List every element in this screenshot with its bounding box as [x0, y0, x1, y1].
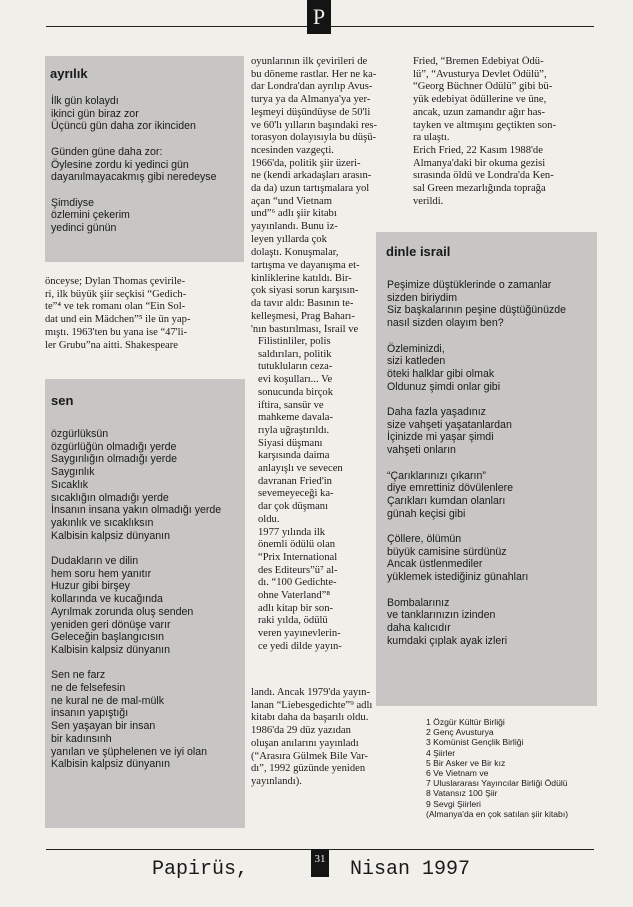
text-line: rıyla uğraştırıldı.: [258, 424, 330, 436]
text-line: Fried, “Bremen Edebiyat Ödü-: [413, 56, 544, 67]
text-line: “Prix International: [258, 551, 338, 563]
poem-line: sıcaklığın olmadığı yerde: [51, 491, 169, 504]
poem-line: özgürlüksün: [51, 428, 109, 440]
poem-line: Öylesine zordu ki yedinci gün: [51, 158, 189, 171]
footnote-item: 1 Özgür Kültür Birliği: [426, 717, 505, 727]
poem-line: Kalbisin kalpsiz dünyanın: [51, 529, 170, 542]
text-line: dı. “100 Gedichte-: [258, 577, 337, 589]
text-line: des Editeurs”ü⁷ al-: [258, 564, 338, 576]
text-line: verildi.: [413, 195, 444, 207]
poem-line: sizi katleden: [387, 355, 446, 368]
text-line: sırasında öldü ve Londra'da Ken-: [413, 170, 554, 182]
poem-line: günah keçisi gibi: [387, 507, 466, 520]
text-line: kitabı daha da başarılı oldu.: [251, 712, 369, 724]
text-line: tayken ve altmışını geçtikten son-: [413, 119, 556, 131]
poem-line: İçinizde mi yaşar şimdi: [387, 431, 494, 444]
poem-line: [51, 184, 216, 197]
text-line: ncesinden vazgeçti.: [251, 144, 334, 156]
poem-lines-sen: [51, 428, 221, 771]
text-line: ri, ilk büyük şiir seçkisi “Gedich-: [45, 288, 187, 300]
poem-line: nasıl sizden olayım ben?: [387, 317, 504, 330]
poem-line: yakınlık ve sıcaklıksın: [51, 516, 154, 529]
column-2-text-middle: [251, 260, 362, 336]
text-line: dat und ein Mädchen”⁵ ile ün yap-: [45, 314, 191, 326]
poem-line: [51, 657, 221, 670]
text-line: yayınlandı).: [251, 775, 302, 787]
text-line: ve 60'lı yılların başındaki res-: [251, 119, 378, 131]
text-line: adlı kitap bir son-: [258, 602, 334, 614]
text-line: dı”, 1992 güzünde yeniden: [251, 763, 366, 775]
text-line: 'nın bastırılması, İsrail ve: [251, 323, 359, 335]
poem-line: kollarında ve kucağında: [51, 593, 163, 606]
poem-line: Şimdiyse: [51, 196, 94, 209]
text-line: mahkeme davala-: [258, 412, 333, 424]
poem-line: [387, 393, 566, 406]
text-line: ne (kendi arkadaşları arasın-: [251, 170, 372, 182]
text-line: landı. Ancak 1979'da yayın-: [251, 687, 370, 698]
text-line: ohne Vaterland”⁸: [258, 590, 331, 602]
text-line: iftira, sansür ve: [258, 399, 324, 411]
text-line: Erich Fried, 22 Kasım 1988'de: [413, 144, 543, 156]
text-line: dolaştı. Konuşmalar,: [251, 246, 339, 258]
poem-line: ne kural ne de mal-mülk: [51, 694, 165, 707]
text-line: oluşan anılarını yayınladı: [251, 737, 359, 749]
text-line: oyunlarının ilk çevirileri de: [251, 56, 368, 67]
footnote-item: 6 Ve Vietnam ve: [426, 768, 489, 779]
text-line: te”⁴ ve tek romanı olan “Ein Sol-: [45, 301, 186, 313]
column-2-text-top: [251, 56, 406, 259]
page-number-badge: 31: [311, 849, 329, 877]
column-3-text: [413, 56, 598, 208]
text-line: lanan “Liebesgedichte”⁹ adlı: [251, 699, 373, 711]
poem-line: sizden biriydim: [387, 291, 458, 304]
poem-line: hem soru hem yanıtır: [51, 567, 152, 580]
poem-line: kumdaki çıplak ayak izleri: [387, 634, 508, 647]
footnote-item: 4 Şiirler: [426, 747, 456, 758]
poem-line: Özleminizdi,: [387, 342, 445, 355]
text-line: und”⁶ adlı şiir kitabı: [251, 208, 337, 220]
poem-line: Ayrılmak zorunda oluş senden: [51, 605, 194, 618]
poem-line: insanın yapıştığı: [51, 707, 129, 720]
poem-line: Çöllere, ölümün: [387, 533, 462, 545]
text-line: yayınlandı. Bunu iz-: [251, 221, 338, 233]
poem-line: Peşimize düştüklerinde o zamanlar: [387, 279, 552, 291]
poem-line: Sen yaşayan bir insan: [51, 720, 156, 733]
poem-line: [51, 542, 221, 555]
text-line: Siyasi düşmanı: [258, 437, 323, 449]
text-line: sonucunda birçok: [258, 386, 334, 398]
text-line: da tavır aldı: Basının te-: [251, 298, 354, 310]
text-line: 1977 yılında ilk: [258, 526, 326, 538]
poem-line: Dudakların ve dilin: [51, 555, 139, 568]
poem-line: Bombalarınız: [387, 596, 450, 609]
text-line: sal Green mezarlığında toprağa: [413, 183, 546, 195]
poem-lines-dinle-israil: [387, 279, 566, 647]
poem-lines-ayrilik: [51, 95, 216, 235]
text-line: “Georg Büchner Ödülü” gibi bü-: [413, 81, 553, 93]
text-line: ancak, uzun zamandır ağır has-: [413, 106, 546, 118]
text-line: açan “und Vietnam: [251, 195, 332, 207]
poem-line: Sen ne farz: [51, 669, 106, 682]
text-line: önceyse; Dylan Thomas çevirile-: [45, 276, 186, 287]
poem-line: bir kadınsınh: [51, 732, 112, 745]
poem-line: Kalbisin kalpsiz dünyanın: [51, 758, 170, 771]
text-line: davranan Fried'in: [258, 475, 332, 487]
poem-line: diye emrettiniz dövülenlere: [387, 482, 514, 495]
text-line: anlayışlı ve sevecen: [258, 463, 343, 475]
text-line: veren yayınevlerin-: [258, 628, 341, 640]
footnote-item: 8 Vatansız 100 Şiir: [426, 788, 498, 799]
footer-date: Nisan 1997: [350, 858, 471, 881]
poem-line: Sıcaklık: [51, 478, 89, 491]
text-line: bu döneme rastlar. Her ne ka-: [251, 68, 377, 80]
poem-line: Huzur gibi birşey: [51, 580, 130, 593]
footnote-item: (Almanya'da en çok satılan şiir kitabı): [426, 808, 569, 819]
poem-line: daha kalıcıdır: [387, 621, 451, 634]
text-line: (“Arasıra Gülmek Bile Var-: [251, 750, 368, 762]
column-1-text: [45, 276, 244, 352]
poem-line: Kalbisin kalpsiz dünyanın: [51, 643, 170, 656]
text-line: leşmeyi düşündüyse de 50'li: [251, 106, 371, 118]
footnotes-list: [426, 717, 568, 819]
poem-line: yüklemek istediğiniz günahları: [387, 571, 529, 584]
text-line: tutukluların ceza-: [258, 361, 333, 373]
text-line: karşısında daima: [258, 450, 330, 462]
text-line: Almanya'daki bir okuma gezisi: [413, 157, 546, 169]
text-line: ra ulaştı.: [413, 132, 450, 144]
poem-line: ikinci gün biraz zor: [51, 107, 139, 120]
text-line: tartışma ve dayanışma et-: [251, 260, 360, 271]
poem-title-sen: sen: [51, 393, 74, 408]
poem-line: Geleceğin başlangıcısın: [51, 631, 165, 644]
magazine-logo-mark: P: [307, 0, 331, 34]
poem-line: size vahşeti yaşatanlardan: [387, 418, 512, 431]
poem-line: [387, 584, 566, 597]
poem-line: [387, 330, 566, 343]
footer-magazine-name: Papirüs,: [152, 858, 249, 881]
poem-line: vahşeti onların: [387, 444, 456, 457]
poem-line: Üçüncü gün daha zor ikinciden: [51, 120, 196, 133]
poem-line: yanılan ve şüphelenen ve iyi olan: [51, 745, 208, 758]
poem-line: özgürlüğün olmadığı yerde: [51, 440, 177, 453]
poem-line: büyük camisine sürdünüz: [387, 545, 507, 558]
poem-line: İlk gün kolaydı: [51, 95, 119, 107]
text-line: 1966'da, politik şiir üzeri-: [251, 157, 361, 169]
poem-line: İnsanın insana yakın olmadığı yerde: [51, 504, 222, 517]
poem-line: dayanılmayacakmış gibi neredeyse: [51, 171, 217, 184]
text-line: turya ya da Almanya'ya yer-: [251, 94, 371, 106]
text-line: 1986'da 29 düz yazıdan: [251, 725, 351, 737]
text-line: saldırıları, politik: [258, 348, 332, 360]
text-line: sevemeyeceği ka-: [258, 488, 334, 500]
poem-line: Saygınlık: [51, 466, 95, 479]
text-line: evi koşulları... Ve: [258, 374, 333, 386]
footnote-item: 9 Sevgi Şiirleri: [426, 798, 481, 809]
poem-line: ve tanklarınızın izinden: [387, 609, 496, 622]
text-line: leyen yıllarda çok: [251, 233, 327, 245]
text-line: lü”, “Avusturya Devlet Ödülü”,: [413, 68, 547, 80]
text-line: ler Grubu”na aitti. Shakespeare: [45, 339, 178, 351]
column-2-text-narrow: [258, 336, 362, 654]
text-line: yük edebiyat ödüllerine ve üne,: [413, 94, 547, 106]
text-line: oldu.: [258, 513, 280, 525]
poem-line: ne de felsefesin: [51, 682, 126, 695]
poem-line: Oldunuz şimdi onlar gibi: [387, 380, 501, 393]
text-line: torasyon dolayısıyla bu düşü-: [251, 132, 377, 144]
poem-title-dinle-israil: dinle israil: [386, 244, 451, 259]
poem-line: Saygınlığın olmadığı yerde: [51, 453, 178, 466]
text-line: raki yılda, ödülü: [258, 615, 328, 627]
text-line: da da) uzun tartışmalara yol: [251, 183, 370, 195]
poem-line: Ancak üstlenmediler: [387, 558, 483, 571]
poem-line: [51, 133, 216, 146]
text-line: ce yedi dilde yayın-: [258, 640, 342, 652]
poem-title-ayrilik: ayrılık: [50, 66, 88, 81]
poem-line: [387, 457, 566, 470]
footnote-item: 7 Uluslararası Yayıncılar Birliği Ödülü: [426, 778, 568, 789]
text-line: kinliklerine katıldı. Bir-: [251, 272, 352, 284]
poem-line: yedinci günün: [51, 222, 117, 234]
poem-line: Çarıkları kumdan olanları: [387, 494, 506, 507]
poem-line: Daha fazla yaşadınız: [387, 406, 486, 418]
poem-line: Siz başkalarının peşine düştüğünüzde: [387, 304, 567, 317]
text-line: dar Londra'dan ayrılıp Avus-: [251, 81, 373, 93]
text-line: önemli ödülü olan: [258, 539, 336, 551]
text-line: çok siyasi sorun karşısın-: [251, 285, 359, 297]
text-line: kelleşmesi, Prag Baharı-: [251, 310, 355, 322]
poem-line: Günden güne daha zor:: [51, 145, 163, 158]
poem-line: “Çarıklarınızı çıkarın”: [387, 469, 486, 482]
footnote-item: 5 Bir Asker ve Bir kız: [426, 757, 506, 768]
poem-line: öteki halklar gibi olmak: [387, 367, 495, 380]
poem-line: yeniden geri dönüşe varır: [51, 618, 171, 631]
text-line: dar çok düşmanı: [258, 501, 329, 513]
footnote-item: 3 Komünist Gençlik Birliği: [426, 737, 524, 748]
footnote-item: 2 Genç Avusturya: [426, 727, 494, 738]
poem-line: [387, 520, 566, 533]
text-line: mıştı. 1963'ten bu yana ise “47'li-: [45, 326, 188, 338]
text-line: Filistinliler, polis: [258, 336, 331, 347]
poem-line: özlemini çekerim: [51, 209, 130, 222]
